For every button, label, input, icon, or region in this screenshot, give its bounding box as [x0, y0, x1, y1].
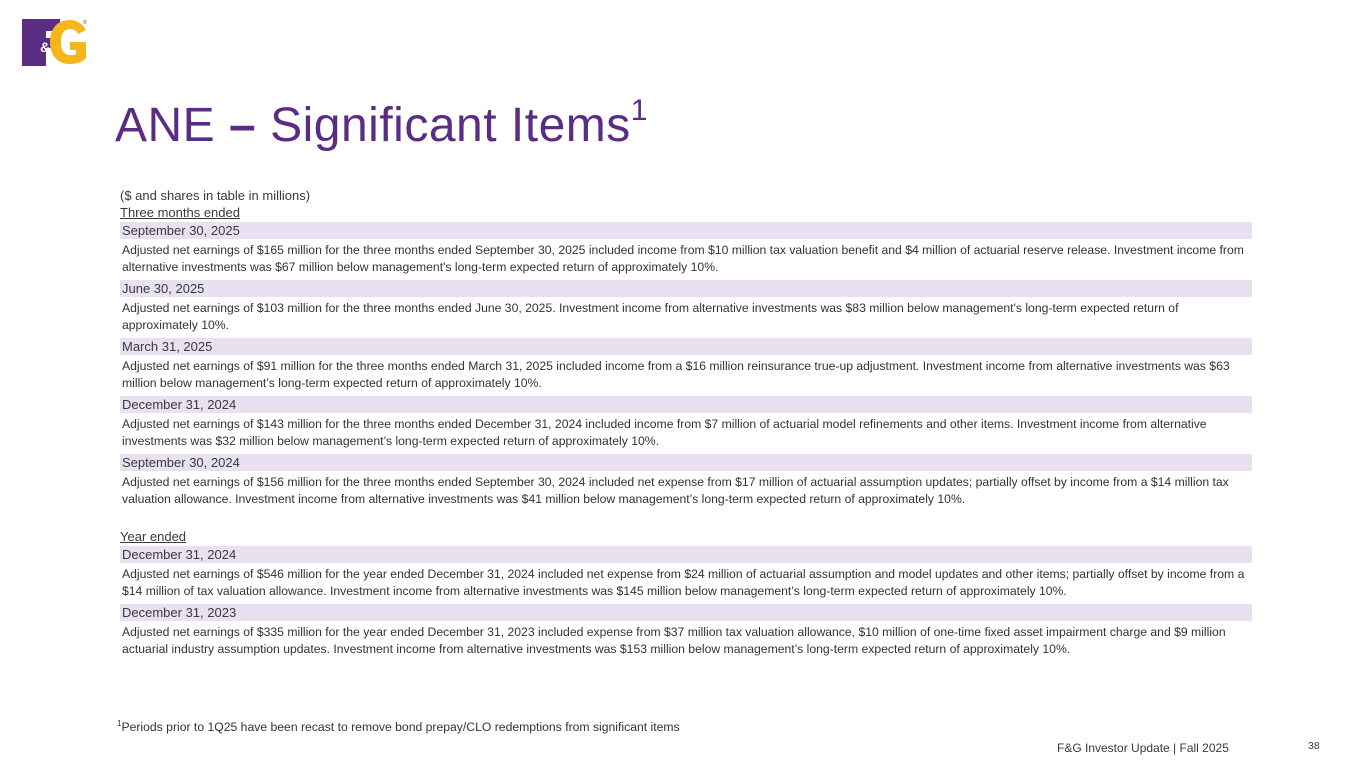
period-description: Adjusted net earnings of $91 million for the three months ended March 31, 2025 included income from a $16 million reinsurance true-up adjustment. Investment income from alternative investments was $63 million below management’s long-term expected return of approximately 10%.	[122, 359, 1230, 390]
footer-text: F&G Investor Update | Fall 2025	[1057, 741, 1229, 755]
logo-ampersand: &	[40, 39, 51, 55]
units-note: ($ and shares in table in millions)	[120, 188, 311, 203]
quarterly-section-label: Three months ended	[120, 205, 240, 220]
period-description: Adjusted net earnings of $156 million for the three months ended September 30, 2024 included net expense from $17 million of actuarial assumption updates; partially offset by income from a $14 million tax valuation allowance. Investment income from alternative investments was $41 million below management’s long-term expected return of approximately 10%.	[122, 475, 1229, 506]
period-description: Adjusted net earnings of $143 million for the three months ended December 31, 2024 included income from $7 million of actuarial model refinements and other items. Investment income from alternative investments was $32 million below management’s long-term expected return of approximately 10%.	[122, 417, 1207, 448]
period-header: September 30, 2024	[120, 454, 1252, 471]
title-dash: –	[229, 99, 257, 152]
logo-g	[50, 20, 86, 64]
period-description: Adjusted net earnings of $335 million for the year ended December 31, 2023 included expense from $37 million tax valuation allowance, $10 million of one-time fixed asset impairment charge and $9 million actuarial industry assumption updates. Investment income from alternative investments was $153 million below management’s long-term expected return of approximately 10%.	[122, 625, 1226, 656]
fg-logo	[20, 16, 90, 68]
footnote-text: Periods prior to 1Q25 have been recast to remove bond prepay/CLO redemptions from significant items	[121, 720, 680, 735]
period-header: September 30, 2025	[120, 222, 1252, 239]
logo-registered-mark: ®	[83, 20, 87, 26]
period-header: December 31, 2024	[120, 546, 1252, 563]
footnote	[117, 719, 680, 734]
annual-section-label: Year ended	[120, 529, 187, 544]
period-description: Adjusted net earnings of $546 million for the year ended December 31, 2024 included net expense from $24 million of actuarial assumption and model updates and other items; partially offset by income from a $14 million of tax valuation allowance. Investment income from alternative investments was $145 million below management’s long-term expected return of approximately 10%.	[122, 567, 1245, 598]
title-main: ANE	[115, 99, 216, 152]
period-header: December 31, 2023	[120, 604, 1252, 621]
period-description: Adjusted net earnings of $165 million for the three months ended September 30, 2025 included income from $10 million tax valuation benefit and $4 million of actuarial reserve release. Investment income from alternative investments was $67 million below management's long-term expected return of approximately 10%.	[122, 243, 1244, 274]
period-header: June 30, 2025	[120, 280, 1252, 297]
period-header: December 31, 2024	[120, 396, 1252, 413]
significant-items-table	[120, 187, 1252, 661]
period-description: Adjusted net earnings of $103 million for the three months ended June 30, 2025. Investment income from alternative investments was $83 million below management's long-term expected return of approximately 10%.	[122, 301, 1179, 332]
title-rest: Significant Items	[270, 99, 631, 152]
footnote-marker: 1	[117, 719, 122, 728]
page-number: 38	[1308, 740, 1320, 752]
title-superscript: 1	[630, 94, 648, 127]
page-title	[115, 94, 648, 153]
period-header: March 31, 2025	[120, 338, 1252, 355]
